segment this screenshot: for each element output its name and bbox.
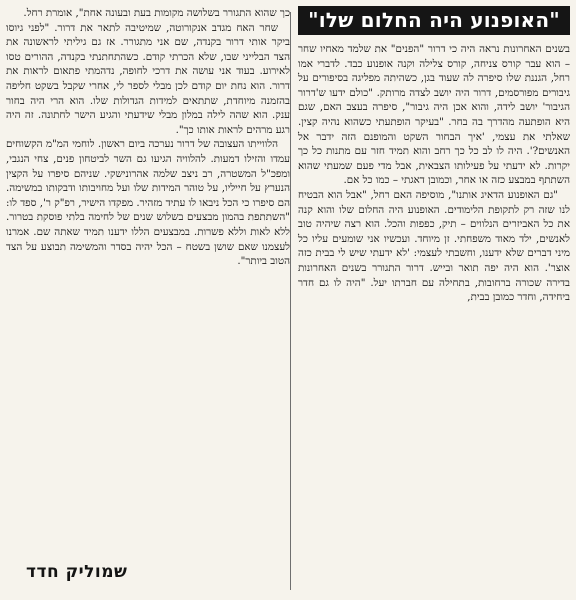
column-divider xyxy=(290,12,291,590)
paragraph: שחר האח מגדב אנקורוטה, שמיטיבה לתאר את דרור. "לפני גיוסו ביקר אותי דרור בקנדה, שם אני מתגורר. אז גם גיליתי לראשונה את הצד הבלייני שבו, שלא הכרתי קודם. כשהתחתנתי בקנדה, ההורים טסו לאירוע. בעוד אני עושה את דרכי לחופה, נדהמתי פתאום לראות את דרור. הוא נחת יום קודם לכן מבלי לספר לי, אחרי שקבל בשקט חליפה בהזמנה מיוחדת, שתתאים למידות הגדולות שלו. הוא הרי היה בחור ענק. הוא שהה לילה במלון מבלי שידעתי והגיע הישר לחתונה. זה היה רגע מרהים לראות אותו כך". xyxy=(6,21,290,136)
paragraph: בשנים האחרונות נראה היה כי דרור "הפנים" את שלמד מאחיו שחר – הוא עבר קורס צניחה, קורס צלילה וקנה אופנוע כבד. לדברי אמו רחל, הגננת שלו סיפרה לה שעוד בגן, כשהיתה מפליגה בסיפורים על גיבורים מפורסמים, דרור היה יושב לצדה מרותק. "כולם ידעו ש'דרור הגיבור' יושב לידה, והוא אכן היה גיבור", סיפרה בעצב האם, שגם היא הופתעה מהדרך בה בחר. "בעיקר הופתעתי כשהוא נהיה קצין. שאלתי את עצמי, 'איך הבחור השקט והמופנם הזה ידבר אל האנשים?'. היה לו לב כל כך רחב והוא תמיד חזר עם מתנות כל כך יקרות. לא ידעתי על פעילותו הצבאית, אבל מדי פעם שמעתי שהוא השתתף במבצע כזה או אחר, וכמובן דאגתי – כמו כל אם. xyxy=(298,43,570,187)
article-right-column xyxy=(298,6,570,596)
article-headline: "האופנוע היה החלום שלו" xyxy=(298,6,570,35)
right-column-body xyxy=(298,42,570,305)
paragraph: "גם האופנוע הדאיג אותנו", מוסיפה האם רחל, "אבל הוא הבטיח לנו שזה רק לתקופת הלימודים. האופנוע היה החלום שלו והוא קנה את כל האביזרים הנלווים – תיק, כפפות והכל. הוא רצה שיהיה טוב לאנשים, ילד מאוד משפחתי. זן מיוחד. ועכשיו אני שומעים עליו כל מיני דברים שלא ידענו, וחשבתי לעצמי: 'לא ידעתי שיש לי בבית כזה אוצר'. הוא היה יפה תואר ובייש. דרור התגורר בשנים האחרונות בדירה שכורה ברחובות, בתחילה עם חברתו יעל. "היה לו גם חדר ביחידה, וחדר כמובן בבית, xyxy=(298,188,570,304)
paragraph: כך שהוא התגורר בשלושה מקומות בעת ובעונה אחת", אומרת רחל. xyxy=(23,7,290,19)
paragraph: הלווייתו העצובה של דרור נערכה ביום ראשון. לוחמי המ"מ הקשוחים עמדו והזילו דמעות. להלוויה הגיעו גם השר לביטחון פנים, צחי הנגבי, ומפכ"ל המשטרה, רב ניצב שלמה אהרונישקי. שניהם סיפרו על הקצין הנערץ על חייליו, על טוהר המידות שלו ועל מחויבותו ודבקותו במשימה. הם סיפרו כי הכל ניבאו לו עתיד מזהיר. מפקדו הישיר, רפ"ק ר', ספד לו: "השתתפת בהמון מבצעים בשלוש שנים של לחימה בלתי פוסקת בטרור. ללא לאות וללא פשרות. במבצעים הללו ידענו תמיד שאתה שם. אמרנו לעצמנו שאם שושן בשטח – הכל יהיה בסדר והמשימה תבוצע על הצד הטוב ביותר". xyxy=(6,138,290,268)
author-signature: שמוליק חדד xyxy=(26,562,128,582)
left-column-body xyxy=(6,6,290,269)
article-left-column xyxy=(6,6,290,596)
